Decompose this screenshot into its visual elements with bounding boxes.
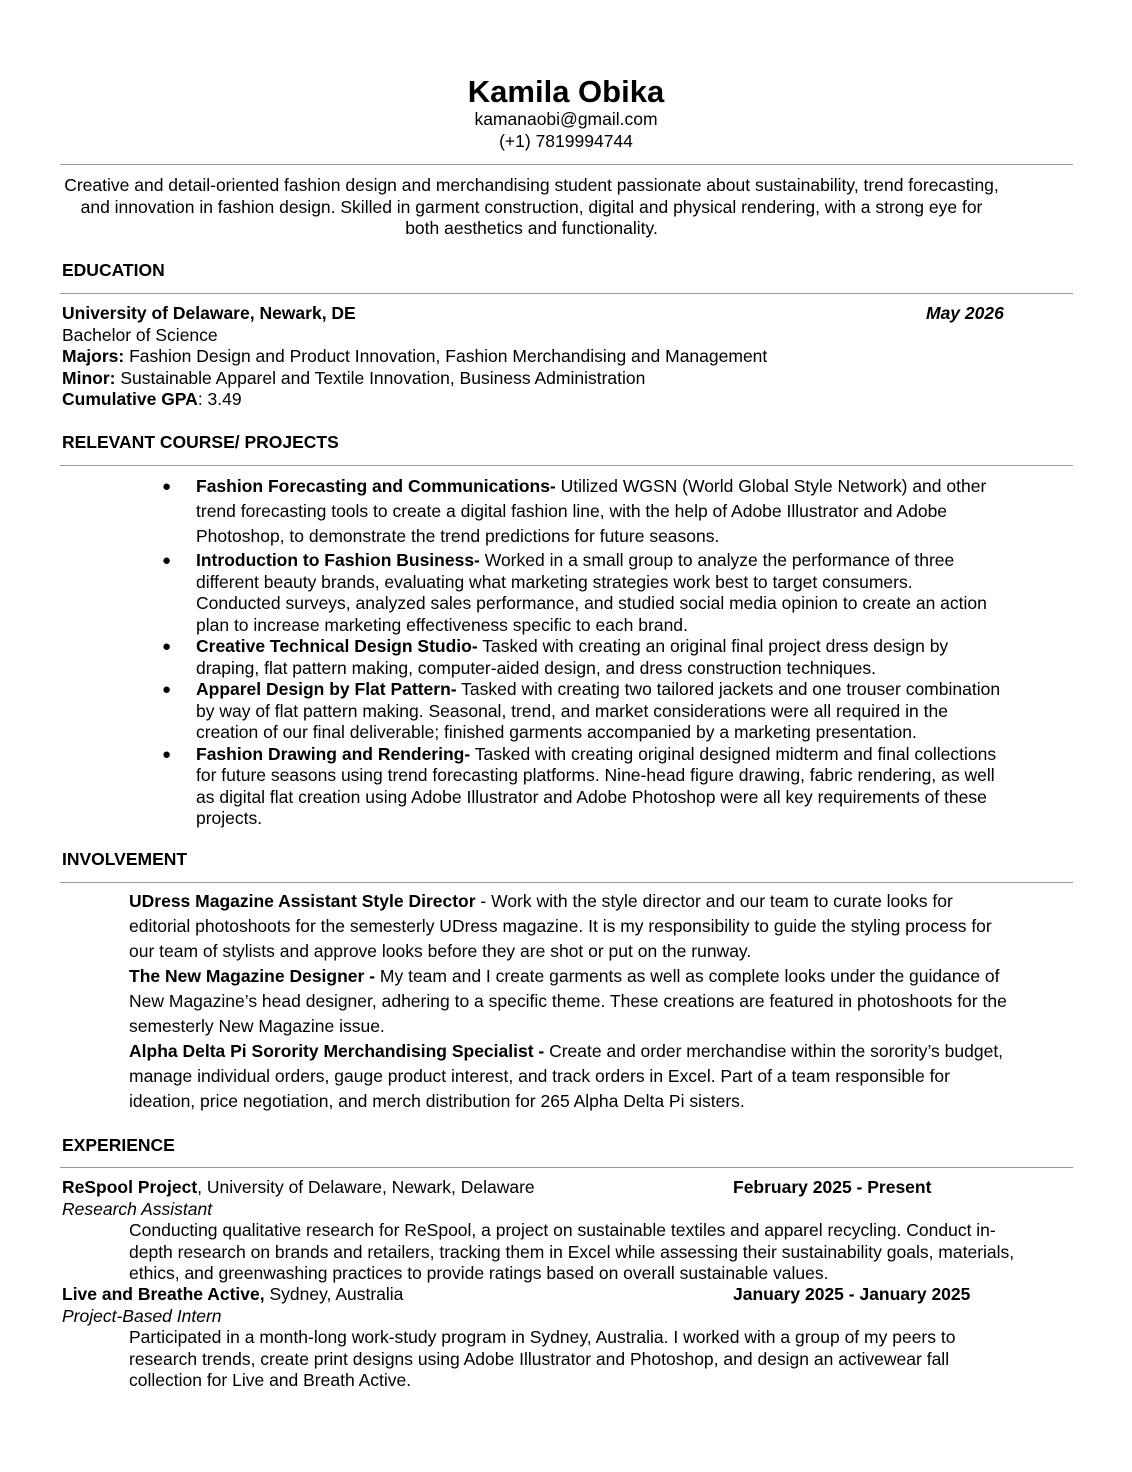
course-desc: Worked in a small group to analyze the performance of three different beauty brands, evaluating what marketing strategies work best to target consumers. Conducted surveys, analyzed sales performance, and studied social media opinion to create an action plan to increase marketing effectiveness specific to each brand. (196, 550, 987, 635)
experience-heading: EXPERIENCE (62, 1135, 175, 1155)
experience-date: February 2025 - Present (733, 1177, 932, 1197)
contact-email: kamanaobi@gmail.com (474, 109, 658, 129)
resume-header (0, 74, 1132, 152)
course-desc: Tasked with creating an original final project dress design by draping, flat pattern making, computer-aided design, and dress construction techniques. (196, 636, 949, 678)
involvement-item (129, 1039, 1009, 1114)
experience-role: Research Assistant (62, 1198, 213, 1219)
minor-line (62, 368, 1073, 390)
course-item (162, 744, 1002, 830)
course-title: Creative Technical Design Studio- (196, 636, 478, 656)
minor-value: Sustainable Apparel and Textile Innovation, Business Administration (115, 367, 646, 388)
education-heading: EDUCATION (62, 260, 165, 280)
minor-label: Minor: (62, 367, 116, 388)
bullet-icon: ● (162, 478, 172, 495)
bullet-icon: ● (162, 638, 172, 655)
experience-location: Sydney, Australia (264, 1284, 404, 1304)
involvement-title: The New Magazine Designer - (129, 966, 376, 986)
contact-phone: (+1) 7819994744 (499, 130, 633, 151)
gpa-value: : 3.49 (197, 389, 242, 409)
course-item (162, 636, 1002, 679)
course-desc: Tasked with creating two tailored jackets and one trouser combination by way of flat pattern making. Seasonal, trend, and market considerations were all required in the creation of our final deliverable; finished garments accompanied by a marketing presentation. (196, 679, 1001, 742)
gpa-label: Cumulative GPA (62, 389, 198, 409)
majors-label: Majors: (62, 346, 125, 366)
experience-date: January 2025 - January 2025 (733, 1284, 971, 1304)
candidate-name: Kamila Obika (467, 74, 665, 109)
course-title: Fashion Drawing and Rendering- (196, 743, 471, 764)
graduation-date: May 2026 (926, 303, 1004, 323)
majors-line (62, 346, 1073, 368)
involvement-item (129, 964, 1009, 1039)
course-item (162, 474, 1002, 549)
course-desc: Tasked with creating original designed midterm and final collections for future seasons using trend forecasting platforms. Nine-head figure drawing, fabric rendering, as well as digital flat creation using Adobe Illustrator and Adobe Photoshop were all key requirements of these projects. (196, 743, 997, 828)
involvement-list (129, 889, 1009, 1114)
education-divider (60, 293, 1073, 294)
experience-org: Live and Breathe Active, (62, 1284, 265, 1304)
course-item (162, 550, 1002, 636)
experience-role: Project-Based Intern (62, 1305, 222, 1326)
involvement-desc: My team and I create garments as well as complete looks under the guidance of New Magazine’s head designer, adhering to a specific theme. These creations are featured in photoshoots for the semesterly New Magazine issue. (129, 966, 1007, 1036)
involvement-title: UDress Magazine Assistant Style Director (129, 891, 476, 911)
involvement-divider (60, 882, 1073, 883)
course-title: Introduction to Fashion Business- (196, 550, 480, 570)
involvement-desc: Create and order merchandise within the sorority’s budget, manage individual orders, gauge product interest, and track orders in Excel. Part of a team responsible for ideation, price negotiation, and merch distribution for 265 Alpha Delta Pi sisters. (129, 1041, 1004, 1111)
courses-list (162, 474, 1002, 830)
involvement-title: Alpha Delta Pi Sorority Merchandising Specialist - (129, 1041, 545, 1061)
experience-org: ReSpool Project (62, 1177, 198, 1197)
majors-value: Fashion Design and Product Innovation, Fashion Merchandising and Management (124, 346, 768, 366)
school-name: University of Delaware, Newark, DE (62, 303, 356, 323)
involvement-item (129, 889, 1009, 964)
bullet-icon: ● (162, 681, 172, 698)
gpa-line (62, 389, 1073, 411)
experience-item (62, 1284, 1073, 1392)
experience-item (62, 1177, 1073, 1285)
experience-desc: Participated in a month-long work-study program in Sydney, Australia. I worked with a group of my peers to research trends, create print designs using Adobe Illustrator and Photoshop, and design an activewear fall collection for Live and Breath Active. (129, 1327, 956, 1390)
courses-divider (60, 465, 1073, 466)
involvement-desc: - Work with the style director and our team to curate looks for editorial photoshoots for the semesterly UDress magazine. It is my responsibility to guide the styling process for our team of stylists and approve looks before they are shot or put on the runway. (129, 891, 992, 961)
experience-desc: Conducting qualitative research for ReSpool, a project on sustainable textiles and apparel recycling. Conduct in-depth research on brands and retailers, tracking them in Excel while assessing their sustainability goals, materials, ethics, and greenwashing practices to provide ratings based on overall sustainable values. (129, 1220, 1015, 1283)
experience-location: , University of Delaware, Newark, Delaware (197, 1177, 535, 1197)
degree: Bachelor of Science (62, 324, 218, 345)
course-desc: Utilized WGSN (World Global Style Network) and other trend forecasting tools to create a digital fashion line, with the help of Adobe Illustrator and Adobe Photoshop, to demonstrate the trend predictions for future seasons. (196, 476, 987, 546)
summary: Creative and detail-oriented fashion design and merchandising student passionate about sustainability, trend forecasting, and innovation in fashion design. Skilled in garment construction, digital and physical rendering, with a strong eye for both aesthetics and functionality. (64, 175, 999, 238)
involvement-heading: INVOLVEMENT (62, 849, 188, 869)
bullet-icon: ● (162, 552, 172, 569)
course-title: Apparel Design by Flat Pattern- (196, 679, 457, 699)
course-title: Fashion Forecasting and Communications- (196, 476, 556, 496)
header-divider (60, 164, 1073, 165)
bullet-icon: ● (162, 745, 172, 763)
education-block (62, 303, 1073, 411)
course-item (162, 679, 1002, 744)
experience-divider (60, 1167, 1073, 1168)
courses-heading: RELEVANT COURSE/ PROJECTS (62, 432, 339, 452)
